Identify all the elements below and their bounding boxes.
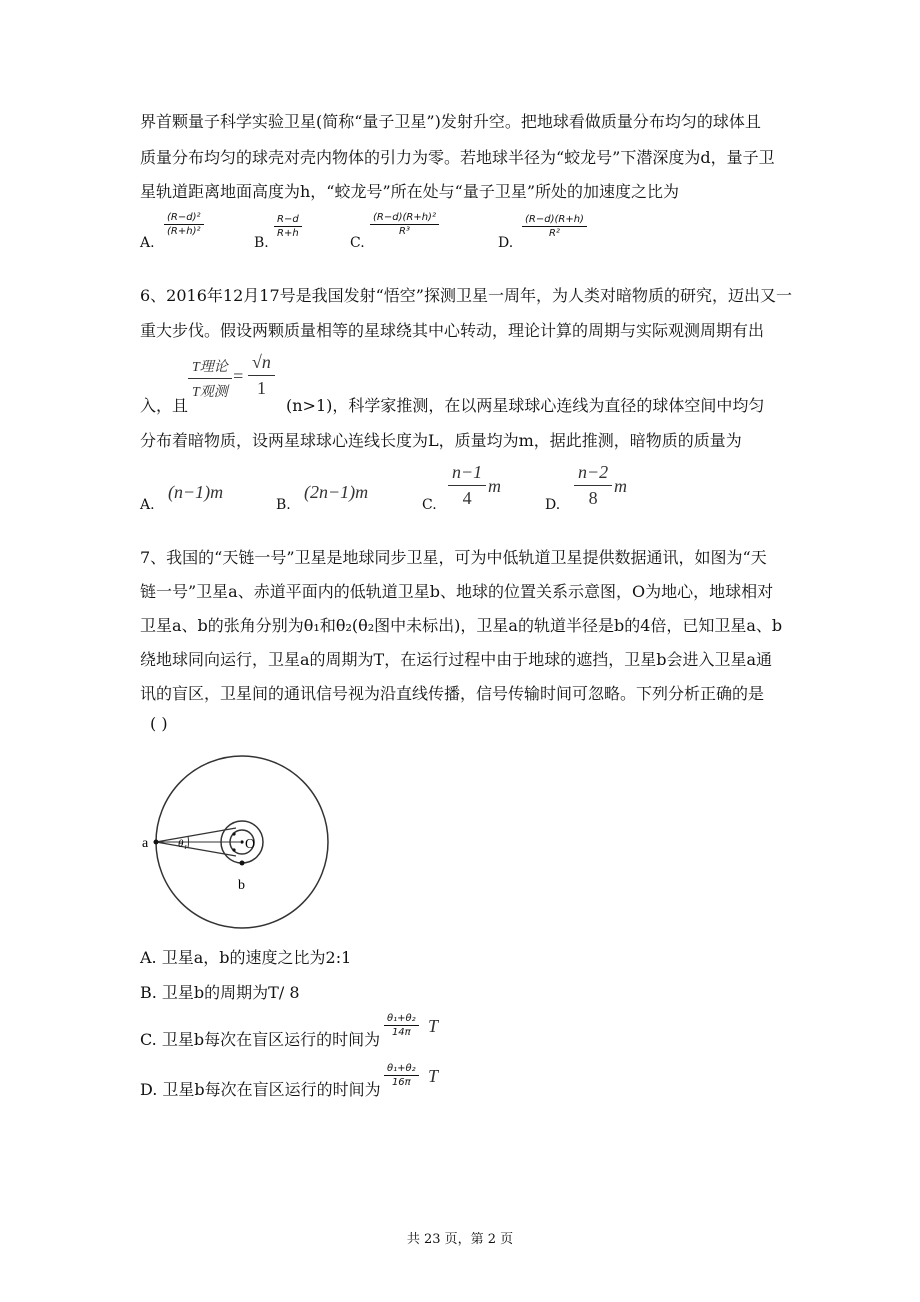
q5-option-b-den: R+h: [277, 228, 299, 239]
label-o: O: [245, 837, 256, 852]
q6-ratio-rhs-num: √n: [248, 352, 275, 376]
q6-option-c-frac: [448, 462, 486, 509]
q7-option-c-frac: [384, 1013, 419, 1038]
q6-line-1: 6、2016年12月17号是我国发射“悟空”探测卫星一周年，为人类对暗物质的研究，迈出又一: [140, 286, 792, 305]
q6-line-3-post: (n>1)，科学家推测，在以两星球球心连线为直径的球体空间中均匀: [286, 396, 765, 415]
q7-option-d-tail: T: [428, 1066, 439, 1086]
q7-option-c-den: 14π: [391, 1027, 411, 1038]
q7-option-d-frac: [384, 1063, 419, 1088]
q5-option-c-num: (R−d)(R+h)²: [370, 212, 439, 225]
q7-line-5: 讯的盲区，卫星间的通讯信号视为沿直线传播，信号传输时间可忽略。下列分析正确的是: [140, 684, 765, 703]
q5-option-c-formula: [370, 212, 439, 237]
q6-option-d-tail: m: [614, 476, 627, 496]
orbit-diagram: [138, 744, 338, 934]
q5-option-d-formula: [522, 214, 587, 239]
q5-line-3: 星轨道距离地面高度为h，“蛟龙号”所在处与“量子卫星”所处的加速度之比为: [140, 182, 680, 201]
q6-ratio-rhs-den: 1: [256, 378, 266, 398]
center-o-dot: [240, 840, 243, 843]
q5-option-a-den: (R+h)²: [167, 226, 201, 237]
label-theta1: θ₁: [178, 838, 188, 850]
q5-line-2: 质量分布均匀的球壳对壳内物体的引力为零。若地球半径为“蛟龙号”下潜深度为d，量子卫: [140, 148, 775, 167]
q6-option-c-den: 4: [462, 488, 472, 508]
q6-option-a-label: A.: [140, 497, 155, 513]
satellite-a-dot: [154, 840, 159, 845]
tangent-line-upper: [156, 828, 236, 842]
q7-line-4: 绕地球同向运行，卫星a的周期为T，在运行过程中由于地球的遮挡，卫星b会进入卫星a通: [140, 650, 772, 669]
q7-option-d-num: θ₁+θ₂: [384, 1063, 419, 1076]
q7-line-1: 7、我国的“天链一号”卫星是地球同步卫星，可为中低轨道卫星提供数据通讯，如图为“天: [140, 548, 767, 567]
q6-option-d-label: D.: [545, 497, 561, 513]
q5-option-a-formula: [164, 212, 204, 237]
q7-line-3: 卫星a、b的张角分别为θ₁和θ₂(θ₂图中未标出)，卫星a的轨道半径是b的4倍，已知卫星a、b: [140, 616, 783, 635]
q5-option-b-formula: [274, 214, 302, 239]
satellite-b-dot: [240, 861, 245, 866]
page-footer: 共 23 页，第 2 页: [406, 1232, 514, 1247]
q6-option-d-num: n−2: [574, 462, 612, 486]
q7-option-d: D. 卫星b每次在盲区运行的时间为: [140, 1080, 381, 1099]
label-a: a: [142, 836, 149, 851]
tangent-point-lower: [232, 848, 235, 851]
q6-ratio-lhs: [188, 356, 232, 401]
q7-option-c-tail: T: [428, 1016, 439, 1036]
tangent-point-upper: [232, 832, 235, 835]
q5-option-b-label: B.: [254, 235, 269, 251]
q6-line-4: 分布着暗物质，设两星球球心连线长度为L，质量均为m，据此推测，暗物质的质量为: [140, 431, 742, 450]
q6-option-d-den: 8: [588, 488, 598, 508]
q5-option-a-label: A.: [140, 235, 155, 251]
angle-arc: [188, 836, 189, 848]
q6-option-c-label: C.: [422, 497, 437, 513]
q6-ratio-den: T观测: [192, 385, 228, 400]
q7-line-2: 链一号”卫星a、赤道平面内的低轨道卫星b、地球的位置关系示意图，O为地心，地球相对: [140, 582, 774, 601]
q6-ratio-rhs: [248, 352, 275, 399]
q7-option-c: C. 卫星b每次在盲区运行的时间为: [140, 1030, 381, 1049]
q6-option-d-frac: [574, 462, 612, 509]
q6-ratio-eq: =: [232, 366, 245, 386]
q5-option-a-num: (R−d)²: [164, 212, 204, 225]
q5-line-1: 界首颗量子科学实验卫星(简称“量子卫星”)发射升空。把地球看做质量分布均匀的球体且: [140, 112, 761, 131]
q5-option-c-label: C.: [350, 235, 365, 251]
q6-line-3-pre: 入，且: [140, 396, 189, 415]
q6-option-c-tail: m: [488, 476, 501, 496]
q5-option-d-label: D.: [498, 235, 514, 251]
q6-option-b-expr: (2n−1)m: [304, 482, 369, 502]
q5-option-d-den: R²: [548, 228, 560, 239]
label-b: b: [238, 878, 245, 893]
q7-option-c-num: θ₁+θ₂: [384, 1013, 419, 1026]
q7-answer-parens: ( ): [150, 714, 168, 733]
q5-option-d-num: (R−d)(R+h): [522, 214, 587, 227]
q6-ratio-num: T理论: [188, 356, 232, 379]
q5-option-c-den: R³: [399, 226, 410, 237]
q6-option-a-expr: (n−1)m: [168, 482, 224, 502]
q5-option-b-num: R−d: [274, 214, 302, 227]
q6-option-b-label: B.: [276, 497, 291, 513]
q7-option-a: A. 卫星a，b的速度之比为2:1: [140, 948, 352, 967]
q6-line-2: 重大步伐。假设两颗质量相等的星球绕其中心转动，理论计算的周期与实际观测周期有出: [140, 321, 765, 340]
q7-option-b: B. 卫星b的周期为T/ 8: [140, 983, 300, 1002]
tangent-line-lower: [156, 842, 236, 856]
q7-option-d-den: 16π: [391, 1077, 411, 1088]
q6-option-c-num: n−1: [448, 462, 486, 486]
